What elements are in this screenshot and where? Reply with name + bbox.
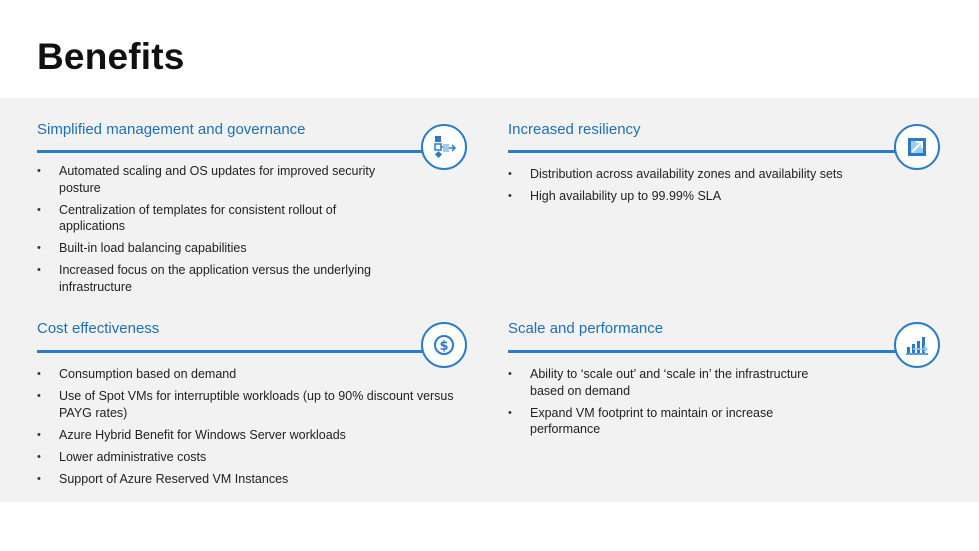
bar-chart-arrow-icon [894,322,940,368]
section-scale [508,320,938,460]
list-item: • Built-in load balancing capabilities [37,240,382,257]
section-rule [508,350,908,353]
section-title: Increased resiliency [508,121,641,138]
list-item: • Ability to ‘scale out’ and ‘scale in’ the infrastructure based on demand [508,366,838,399]
section-title: Simplified management and governance [37,121,306,138]
section-rule [508,150,908,153]
bullet-list [37,163,382,301]
section-cost [37,320,477,500]
section-title: Scale and performance [508,320,664,337]
list-item: • Lower administrative costs [37,449,467,466]
list-item: • Centralization of templates for consistent rollout of applications [37,202,382,235]
list-item: • Expand VM footprint to maintain or increase performance [508,405,838,438]
list-item: • Support of Azure Reserved VM Instances [37,471,467,488]
page-title: Benefits [37,36,185,77]
workflow-icon [421,124,467,170]
section-rule [37,350,437,353]
list-item: • Increased focus on the application versus the underlying infrastructure [37,262,382,295]
expand-arrow-icon [894,124,940,170]
list-item: • High availability up to 99.99% SLA [508,188,898,205]
list-item: • Consumption based on demand [37,366,467,383]
list-item: • Azure Hybrid Benefit for Windows Server workloads [37,427,467,444]
section-management [37,121,477,301]
section-resiliency [508,121,938,241]
bullet-list [508,166,898,210]
svg-text:$: $ [439,339,449,354]
dollar-icon [421,322,467,368]
section-rule [37,150,437,153]
section-title: Cost effectiveness [37,320,160,337]
bullet-list [508,366,838,443]
list-item: • Distribution across availability zones and availability sets [508,166,898,183]
list-item: • Use of Spot VMs for interruptible workloads (up to 90% discount versus PAYG rates) [37,388,467,421]
bullet-list [37,366,467,493]
list-item: • Automated scaling and OS updates for improved security posture [37,163,382,196]
